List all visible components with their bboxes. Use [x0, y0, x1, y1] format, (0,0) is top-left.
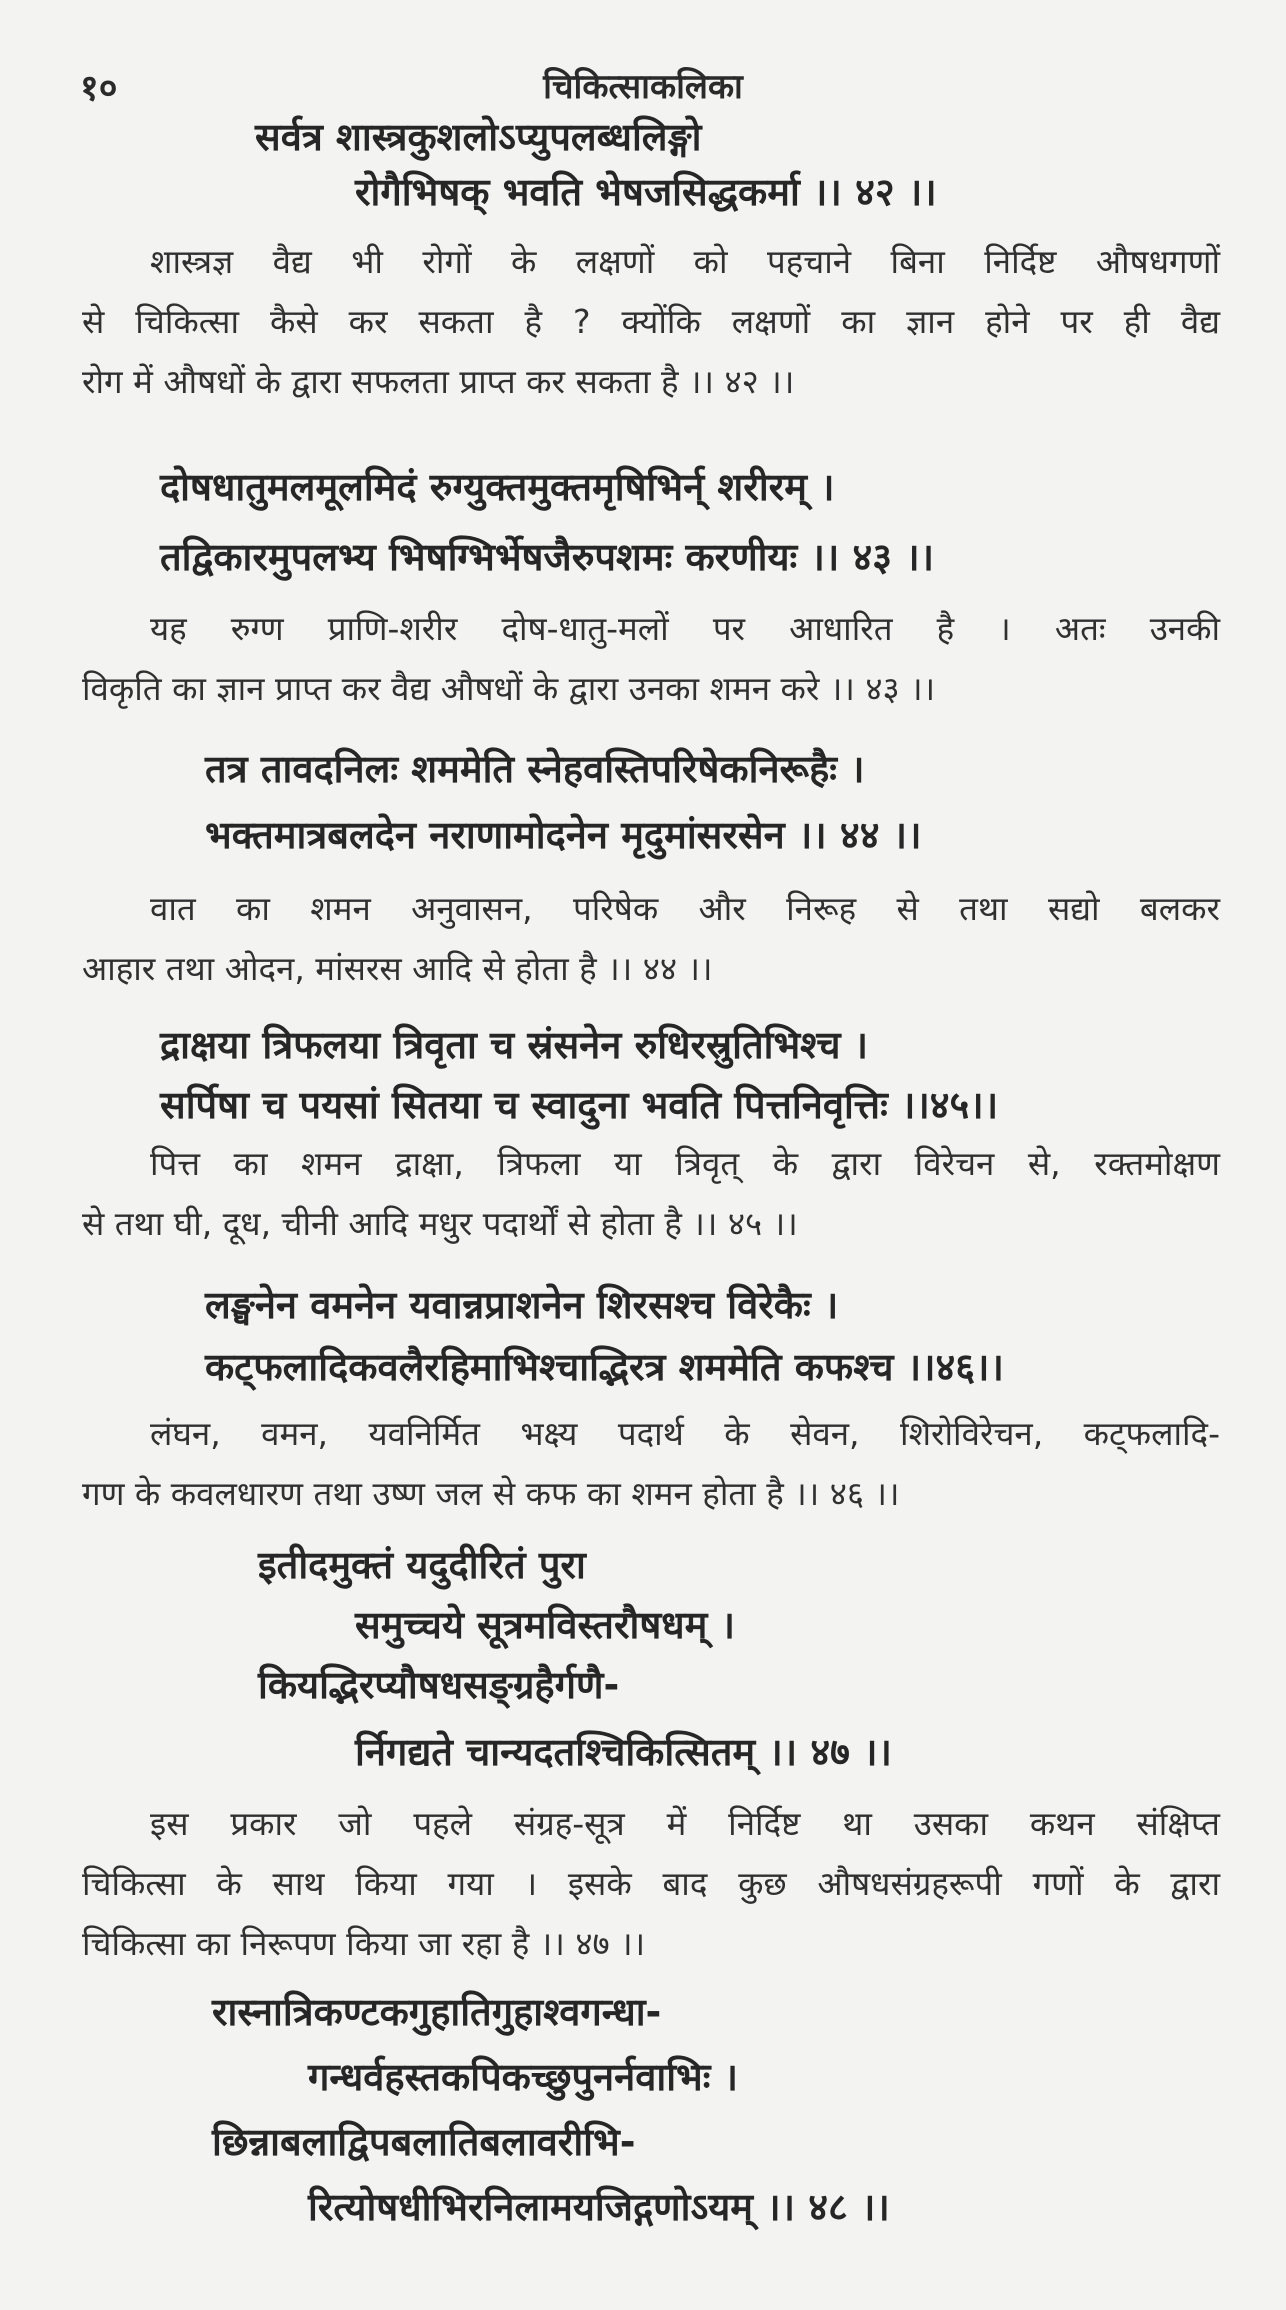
verse-line: दोषधातुमलमूलमिदं रुग्युक्तमुक्तमृषिभिर्न् शरीरम् ।	[160, 465, 835, 509]
verse-line: र्निगद्यते चान्यदतश्चिकित्सितम् ।। ४७ ।।	[355, 1730, 892, 1774]
page-number: १०	[80, 68, 118, 109]
prose-line: विकृति का ज्ञान प्राप्त कर वैद्य औषधों के द्वारा उनका शमन करे ।। ४३ ।।	[82, 669, 936, 708]
prose-line: रोग में औषधों के द्वारा सफलता प्राप्त कर सकता है ।। ४२ ।।	[82, 362, 795, 401]
verse-line: कियद्भिरप्यौषधसङ्ग्रहैर्गणै-	[258, 1663, 620, 1707]
verse-line: रित्योषधीभिरनिलामयजिद्गणोऽयम् ।। ४८ ।।	[308, 2185, 890, 2229]
verse-line: भक्तमात्रबलदेन नराणामोदनेन मृदुमांसरसेन ।। ४४ ।।	[205, 813, 922, 857]
verse-line: समुच्चये सूत्रमविस्तरौषधम् ।	[355, 1603, 736, 1647]
verse-line: सर्पिषा च पयसां सितया च स्वादुना भवति पित्तनिवृत्तिः ।।४५।।	[160, 1083, 999, 1127]
prose-line: से तथा घी, दूध, चीनी आदि मधुर पदार्थों से होता है ।। ४५ ।।	[82, 1204, 798, 1243]
verse-line: कट्फलादिकवलैरहिमाभिश्चाद्भिरत्र शममेति कफश्च ।।४६।।	[205, 1345, 1004, 1389]
verse-line: छिन्नाबलाद्विपबलातिबलावरीभि-	[212, 2120, 636, 2164]
verse-line: तद्विकारमुपलभ्य भिषग्भिर्भेषजैरुपशमः करणीयः ।। ४३ ।।	[160, 535, 935, 579]
prose-line: गण के कवलधारण तथा उष्ण जल से कफ का शमन होता है ।। ४६ ।।	[82, 1474, 900, 1513]
verse-line: रोगैभिषक् भवति भेषजसिद्धकर्मा ।। ४२ ।।	[355, 170, 937, 214]
verse-line: द्राक्षया त्रिफलया त्रिवृता च स्रंसनेन रुधिरस्रुतिभिश्च ।	[160, 1023, 869, 1067]
prose-line: इस प्रकार जो पहले संग्रह-सूत्र में निर्दिष्ट था उसका कथन संक्षिप्त	[150, 1804, 1220, 1843]
verse-line: सर्वत्र शास्त्रकुशलोऽप्युपलब्धलिङ्गो	[255, 115, 702, 159]
verse-line: तत्र तावदनिलः शममेति स्नेहवस्तिपरिषेकनिरूहैः ।	[205, 747, 865, 791]
prose-line: चिकित्सा के साथ किया गया । इसके बाद कुछ औषधसंग्रहरूपी गणों के द्वारा	[82, 1864, 1220, 1903]
verse-line: इतीदमुक्तं यदुदीरितं पुरा	[258, 1543, 586, 1587]
prose-line: चिकित्सा का निरूपण किया जा रहा है ।। ४७ ।।	[82, 1924, 646, 1963]
verse-line: लङ्घनेन वमनेन यवान्नप्राशनेन शिरसश्च विरेकैः ।	[205, 1283, 839, 1327]
prose-line: शास्त्रज्ञ वैद्य भी रोगों के लक्षणों को पहचाने बिना निर्दिष्ट औषधगणों	[150, 242, 1220, 281]
prose-line: आहार तथा ओदन, मांसरस आदि से होता है ।। ४४ ।।	[82, 949, 713, 988]
prose-line: पित्त का शमन द्राक्षा, त्रिफला या त्रिवृत् के द्वारा विरेचन से, रक्तमोक्षण	[150, 1144, 1220, 1183]
verse-line: रास्नात्रिकण्टकगुहातिगुहाश्वगन्धा-	[212, 1990, 662, 2034]
prose-line: यह रुग्ण प्राणि-शरीर दोष-धातु-मलों पर आधारित है । अतः उनकी	[150, 609, 1220, 648]
prose-line: लंघन, वमन, यवनिर्मित भक्ष्य पदार्थ के सेवन, शिरोविरेचन, कट्फलादि-	[150, 1414, 1220, 1453]
prose-line: वात का शमन अनुवासन, परिषेक और निरूह से तथा सद्यो बलकर	[150, 889, 1220, 928]
verse-line: गन्धर्वहस्तकपिकच्छुपुनर्नवाभिः ।	[308, 2055, 739, 2099]
running-title: चिकित्साकलिका	[543, 67, 743, 107]
prose-line: से चिकित्सा कैसे कर सकता है ? क्योंकि लक्षणों का ज्ञान होने पर ही वैद्य	[82, 302, 1220, 341]
